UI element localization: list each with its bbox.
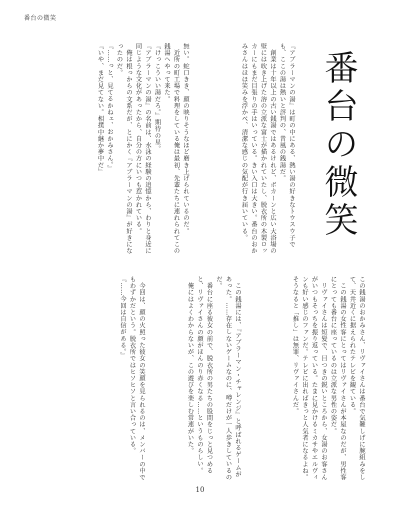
text-column-bottom-left: 今回は、顔の火照った彼女の笑顔を見られるのは、メンバーの中でもわずかだという。脱衣所ではヒソヒソと言い合っている。 『……今回は自信がある。』 (119, 276, 145, 481)
text-column-bottom-right: この銭湯のおかみさん、リヴァイさんは番台で気難しげに腕組みをして、天井近くに据えられたテレビを観ている。 この銭湯の女性客にとってはリヴァイさんが本屋なのだが、男性客にとっても番台に座っているのは立派な男性の姿だ。 リヴァイさんは短髪で、目つきの鋭いところから、女湯のお客さんがいつもそっちを振り返っている。たまに見かけるミカサやエルヴィンも好い感じのファンだ。テレビに出ればきっと人気者になるよね。 そうなると「推し」は無罪、リヴァイさんだ。 (291, 276, 365, 481)
running-head: 番台の微笑 (24, 15, 57, 22)
text-column-top-left: 無い。蛇口きき、顔の映りそうなほど磨き上げられているのだ。 近所の町工場で料理をしている俺は最初、先輩たちに連れられてこの銭湯へやって来た。 『けっこういい湯だろ。』期待の星。 『アブラーマンの湯』の名前は、水泳の経験の追憶から、わりと身近に同じような文化があったから、自分の方にいつも惹かれている。 俺は根っからの文系だが、とにかく『アブラーマンの湯』が好きになったのだ。 『……っと、見てるかねェ、おかみさん。』 『いや、まだ見てない。相撲中継か夢中だ』 (96, 43, 189, 255)
story-title: 番台の微笑 (318, 50, 358, 240)
text-column-bottom-middle: この銭湯には、『アブラーマン・チャレンジ』と呼ばれるゲームがあった。……存在しないゲームなのに、噂だけが一人歩きしているのだ。 番台に座る彼女の前で、脱衣所の男たちの股間をじっと見つめると、リヴァイさんの顔がほんのり赤くなる……というものらしい。 俺にはよくわからないが、この遊びを楽しむ常連がいた。 (186, 276, 241, 481)
text-column-top-right: 『アブラーマンの湯』は町の中にある、熱い湯の好きなトウスウ子でも、ここの湯は熱いと評判の、昔風の銭湯だ。 創業は十年以上の古い銭湯ではあるけれど、ボカーンと広い大浴場の壁には吹き上げた溶の立派な富士が描かれていたし、脱衣所の木製ロッカーにもまだ目張りの手はいっている。きい入口は大きい。番台のおかみさんはほほ笑みを浮かべ、清潔な感じの気配が行き届いている。 (240, 43, 295, 255)
page-number: 10 (195, 486, 205, 494)
